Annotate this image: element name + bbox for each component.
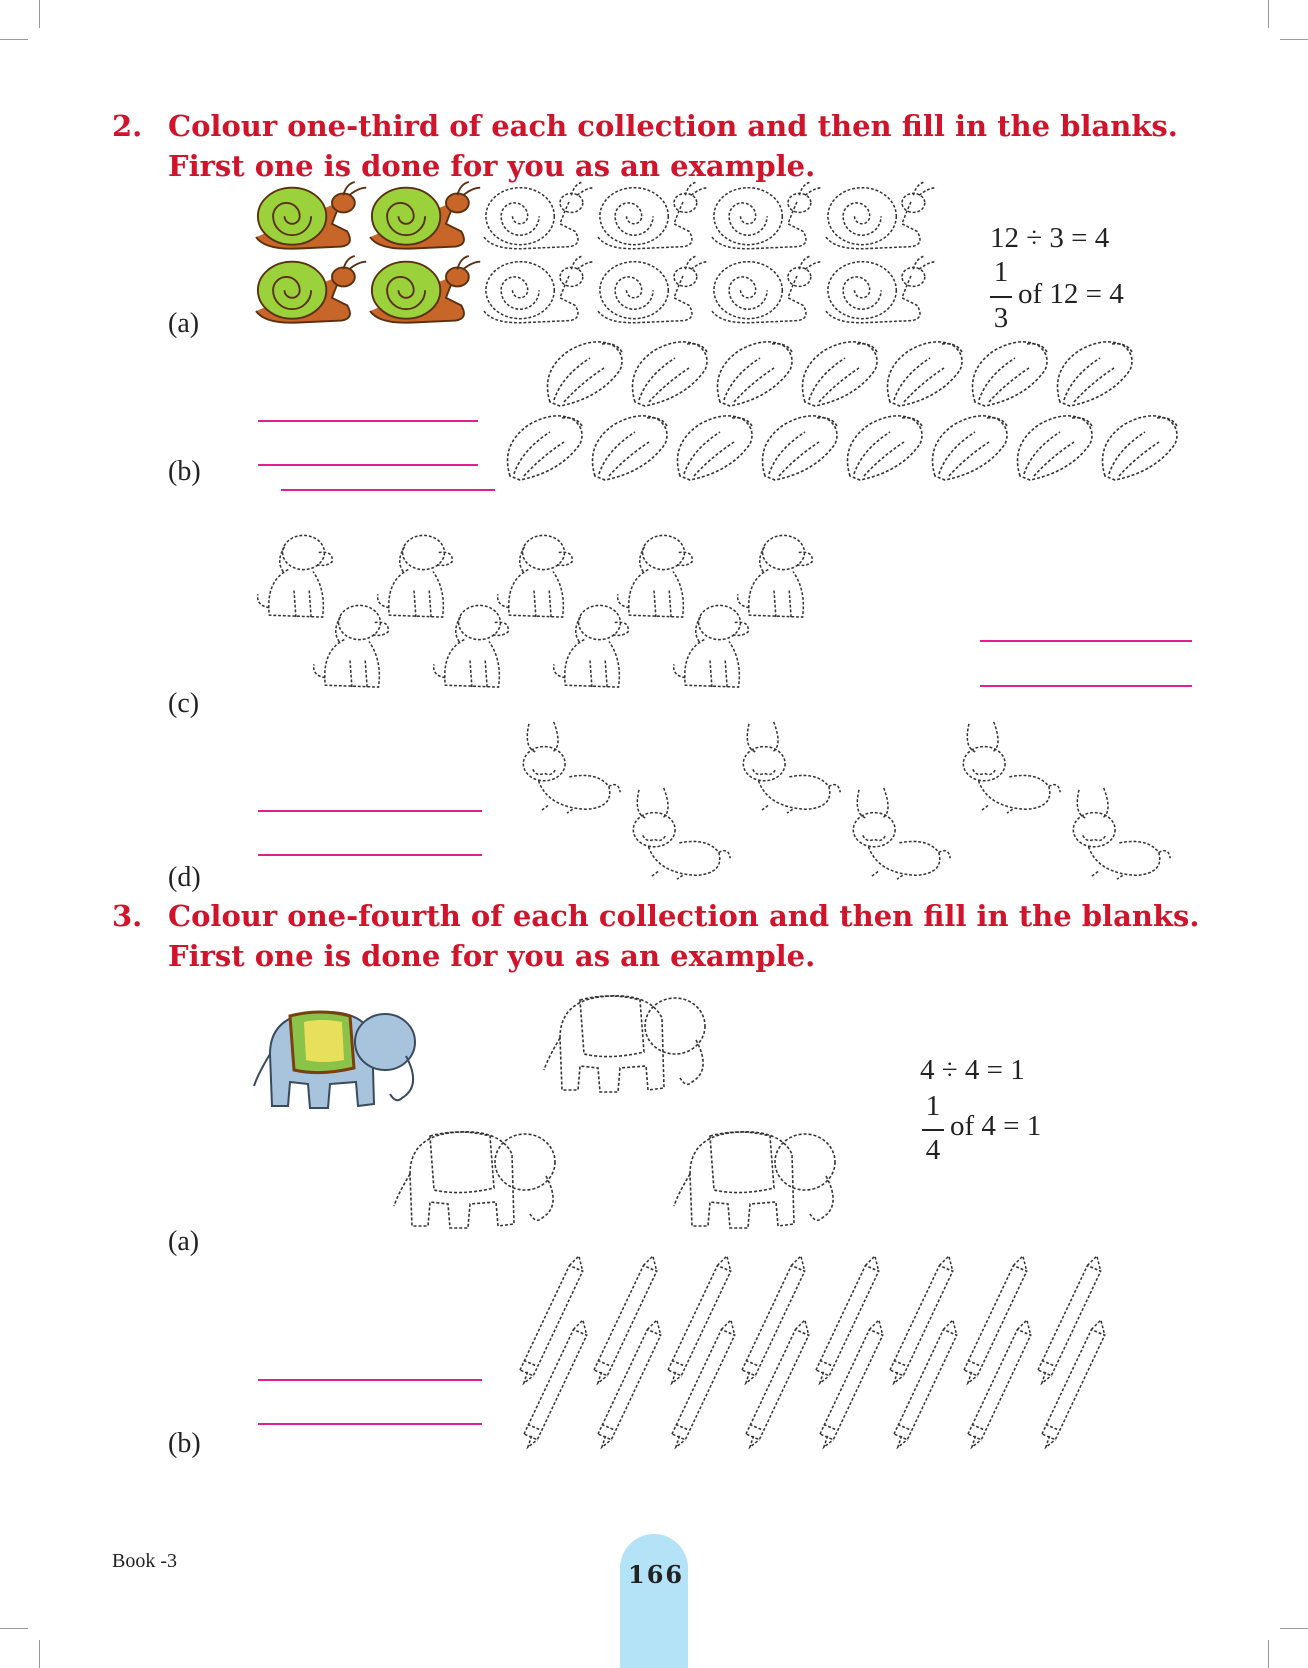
- pencil-picture: [820, 1320, 883, 1447]
- dog-picture: [738, 535, 813, 617]
- shell-picture: [763, 416, 838, 480]
- fraction-denominator: 3: [993, 302, 1009, 334]
- fraction-denominator: 4: [925, 1134, 941, 1166]
- shell-picture: [593, 416, 668, 480]
- snail-picture: [826, 182, 936, 249]
- rabbit-picture: [633, 788, 730, 879]
- dog-picture: [314, 605, 389, 687]
- elephant-picture: [674, 1132, 835, 1228]
- fraction-numerator: 1: [925, 1090, 941, 1122]
- snail-picture: [712, 256, 822, 323]
- dog-picture: [378, 535, 453, 617]
- elephant-collection: [250, 980, 900, 1270]
- crop-mark: [1268, 0, 1269, 28]
- shell-picture: [1103, 416, 1178, 480]
- snail-picture: [484, 256, 594, 323]
- elephant-picture: [544, 996, 705, 1092]
- question-text: Colour one-third of each collection and then fill in the blanks. First one is done for you as an example.: [168, 109, 1178, 183]
- pencil-picture: [524, 1320, 587, 1447]
- shell-picture: [548, 342, 623, 406]
- answer-blank[interactable]: [980, 640, 1192, 642]
- answer-blank[interactable]: [258, 1379, 482, 1381]
- answer-blank[interactable]: [980, 685, 1192, 687]
- crop-mark: [39, 0, 40, 28]
- fraction-bar: [990, 295, 1012, 299]
- dog-picture: [498, 535, 573, 617]
- answer-blank[interactable]: [258, 420, 478, 422]
- snail-picture: [826, 256, 936, 323]
- shell-picture: [1058, 342, 1133, 406]
- book-label: Book -3: [112, 1550, 177, 1572]
- dog-picture: [258, 535, 333, 617]
- crop-mark: [1280, 39, 1308, 40]
- crop-mark: [39, 1640, 40, 1668]
- rabbit-picture: [853, 788, 950, 879]
- page-number: 166: [628, 1560, 685, 1589]
- snail-picture: [256, 182, 366, 249]
- answer-blank[interactable]: [281, 489, 495, 491]
- part-label: (b): [168, 456, 201, 487]
- shell-picture: [973, 342, 1048, 406]
- part-label: (a): [168, 308, 200, 339]
- crop-mark: [0, 39, 28, 40]
- pencil-picture: [746, 1320, 809, 1447]
- shell-picture: [888, 342, 963, 406]
- fraction-bar: [922, 1128, 944, 1132]
- pencil-collection: [520, 1256, 1130, 1461]
- shell-picture: [718, 342, 793, 406]
- answer-blank[interactable]: [258, 464, 478, 466]
- rabbit-picture: [523, 722, 620, 813]
- fraction-equation: of 4 = 1: [950, 1110, 1042, 1142]
- question-number: 2.: [112, 109, 143, 143]
- crop-mark: [1268, 1640, 1269, 1668]
- pencil-picture: [672, 1320, 735, 1447]
- fraction-equation: of 12 = 4: [1018, 278, 1124, 310]
- part-label: (b): [168, 1428, 201, 1459]
- pencil-picture: [894, 1320, 957, 1447]
- snail-picture: [484, 182, 594, 249]
- snail-picture: [712, 182, 822, 249]
- question-number: 3.: [112, 899, 143, 933]
- shell-picture: [803, 342, 878, 406]
- elephant-picture: [254, 1012, 415, 1108]
- shell-picture: [633, 342, 708, 406]
- division-equation: 12 ÷ 3 = 4: [990, 222, 1110, 254]
- dog-picture: [554, 605, 629, 687]
- dog-picture: [618, 535, 693, 617]
- snail-picture: [598, 182, 708, 249]
- answer-blank[interactable]: [258, 810, 482, 812]
- snail-picture: [598, 256, 708, 323]
- snail-picture: [370, 256, 480, 323]
- pencil-picture: [968, 1320, 1031, 1447]
- shell-picture: [508, 416, 583, 480]
- part-label: (d): [168, 862, 201, 893]
- rabbit-picture: [1073, 788, 1170, 879]
- dog-picture: [434, 605, 509, 687]
- question-text: Colour one-fourth of each collection and then fill in the blanks. First one is done for you as an example.: [168, 899, 1200, 973]
- part-label: (c): [168, 688, 200, 719]
- rabbit-collection: [510, 720, 1200, 890]
- snail-picture: [370, 182, 480, 249]
- fraction-numerator: 1: [993, 256, 1009, 288]
- rabbit-picture: [743, 722, 840, 813]
- rabbit-picture: [963, 722, 1060, 813]
- shell-picture: [933, 416, 1008, 480]
- pencil-picture: [598, 1320, 661, 1447]
- crop-mark: [1280, 1628, 1308, 1629]
- division-equation: 4 ÷ 4 = 1: [920, 1054, 1025, 1086]
- dog-picture: [674, 605, 749, 687]
- pencil-picture: [1042, 1320, 1105, 1447]
- shell-picture: [1018, 416, 1093, 480]
- snail-collection: [256, 182, 976, 342]
- shell-picture: [848, 416, 923, 480]
- snail-picture: [256, 256, 366, 323]
- answer-blank[interactable]: [258, 854, 482, 856]
- page-number-tab: [620, 1534, 688, 1668]
- elephant-picture: [394, 1132, 555, 1228]
- shell-picture: [678, 416, 753, 480]
- shell-collection: [500, 340, 1200, 490]
- part-label: (a): [168, 1226, 200, 1257]
- dog-collection: [256, 524, 866, 714]
- answer-blank[interactable]: [258, 1423, 482, 1425]
- crop-mark: [0, 1628, 28, 1629]
